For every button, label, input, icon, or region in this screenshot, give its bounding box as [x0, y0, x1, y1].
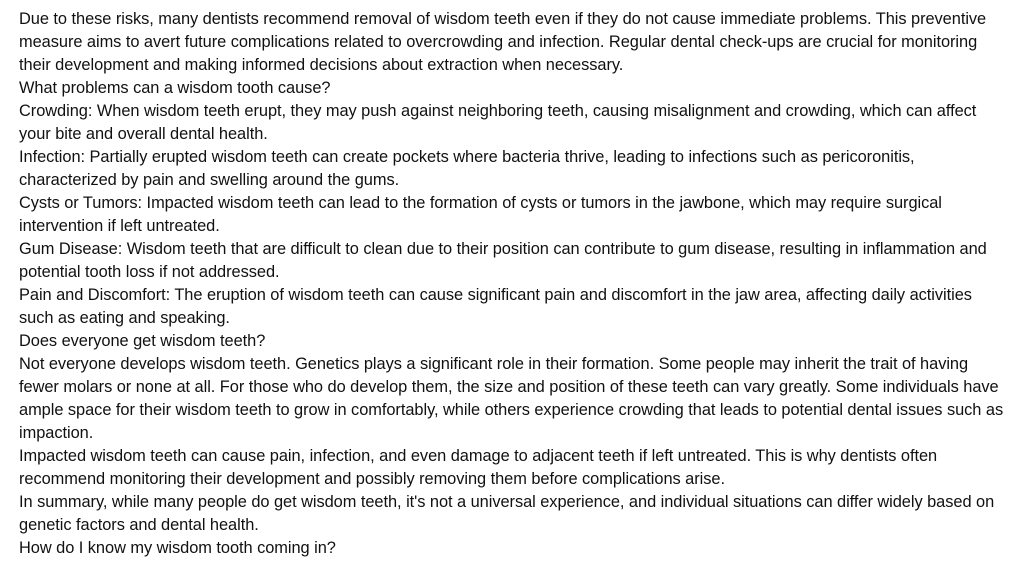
heading-does-everyone: Does everyone get wisdom teeth?	[19, 332, 266, 350]
heading-problems: What problems can a wisdom tooth cause?	[19, 79, 331, 97]
paragraph-pain: Pain and Discomfort: The eruption of wisdom teeth can cause significant pain and discomfort in the jaw area, affecting daily activities such as eating and speaking.	[19, 286, 972, 327]
heading-how-do-i-know: How do I know my wisdom tooth coming in?	[19, 539, 336, 557]
paragraph-impacted: Impacted wisdom teeth can cause pain, infection, and even damage to adjacent teeth if left untreated. This is why dentists often recommend monitoring their development and possibly removing them before complications arise.	[19, 447, 938, 488]
paragraph-crowding: Crowding: When wisdom teeth erupt, they may push against neighboring teeth, causing misalignment and crowding, which can affect your bite and overall dental health.	[19, 102, 977, 143]
paragraph-summary: In summary, while many people do get wisdom teeth, it's not a universal experience, and individual situations can differ widely based on genetic factors and dental health.	[19, 493, 995, 534]
paragraph-gum-disease: Gum Disease: Wisdom teeth that are difficult to clean due to their position can contribute to gum disease, resulting in inflammation and potential tooth loss if not addressed.	[19, 240, 987, 281]
paragraph-infection: Infection: Partially erupted wisdom teeth can create pockets where bacteria thrive, leading to infections such as pericoronitis, characterized by pain and swelling around the gums.	[19, 148, 915, 189]
paragraph-intro: Due to these risks, many dentists recommend removal of wisdom teeth even if they do not cause immediate problems. This preventive measure aims to avert future complications related to overcrowding and infection. Regular dental check-ups are crucial for monitoring their development and making informed decisions about extraction when necessary.	[19, 10, 987, 74]
paragraph-cysts: Cysts or Tumors: Impacted wisdom teeth can lead to the formation of cysts or tumors in the jawbone, which may require surgical intervention if left untreated.	[19, 194, 942, 235]
paragraph-genetics: Not everyone develops wisdom teeth. Genetics plays a significant role in their formation. Some people may inherit the trait of having fewer molars or none at all. For those who do develop them, the size and position of these teeth can vary greatly. Some individuals have ample space for their wisdom teeth to grow in comfortably, while others experience crowding that leads to potential dental issues such as impaction.	[19, 355, 1004, 442]
